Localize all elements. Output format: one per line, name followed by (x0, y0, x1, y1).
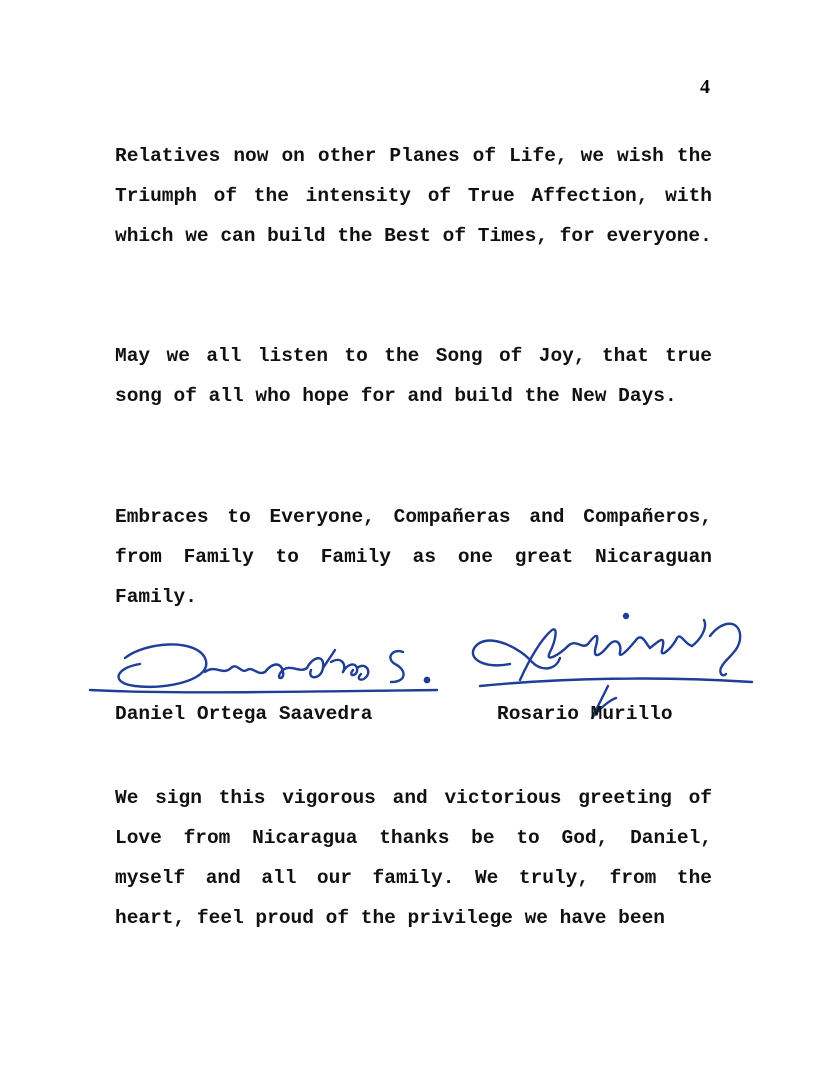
paragraph-text: May we all listen to the Song of Joy, that true song of all who hope for and build the New Days. (115, 345, 712, 407)
paragraph-text: Embraces to Everyone, Compañeras and Compañeros, from Family to Family as one great Nicaraguan Family. (115, 506, 712, 608)
paragraph-text: Relatives now on other Planes of Life, we wish the Triumph of the intensity of True Affection, with which we can build the Best of Times, for everyone. (115, 145, 712, 247)
paragraph-embraces (115, 497, 712, 617)
paragraph-relatives (115, 136, 712, 256)
paragraph-song-of-joy (115, 336, 712, 416)
paragraph-text: We sign this vigorous and victorious greeting of Love from Nicaragua thanks be to God, Daniel, myself and all our family. We truly, from the heart, feel proud of the privilege we have been (115, 787, 712, 929)
signatory-name-left: Daniel Ortega Saavedra (115, 703, 373, 725)
signatory-name-right: Rosario Murillo (497, 703, 673, 725)
signature-daniel-ortega (85, 628, 445, 708)
paragraph-we-sign (115, 778, 712, 938)
page-number: 4 (700, 76, 710, 98)
